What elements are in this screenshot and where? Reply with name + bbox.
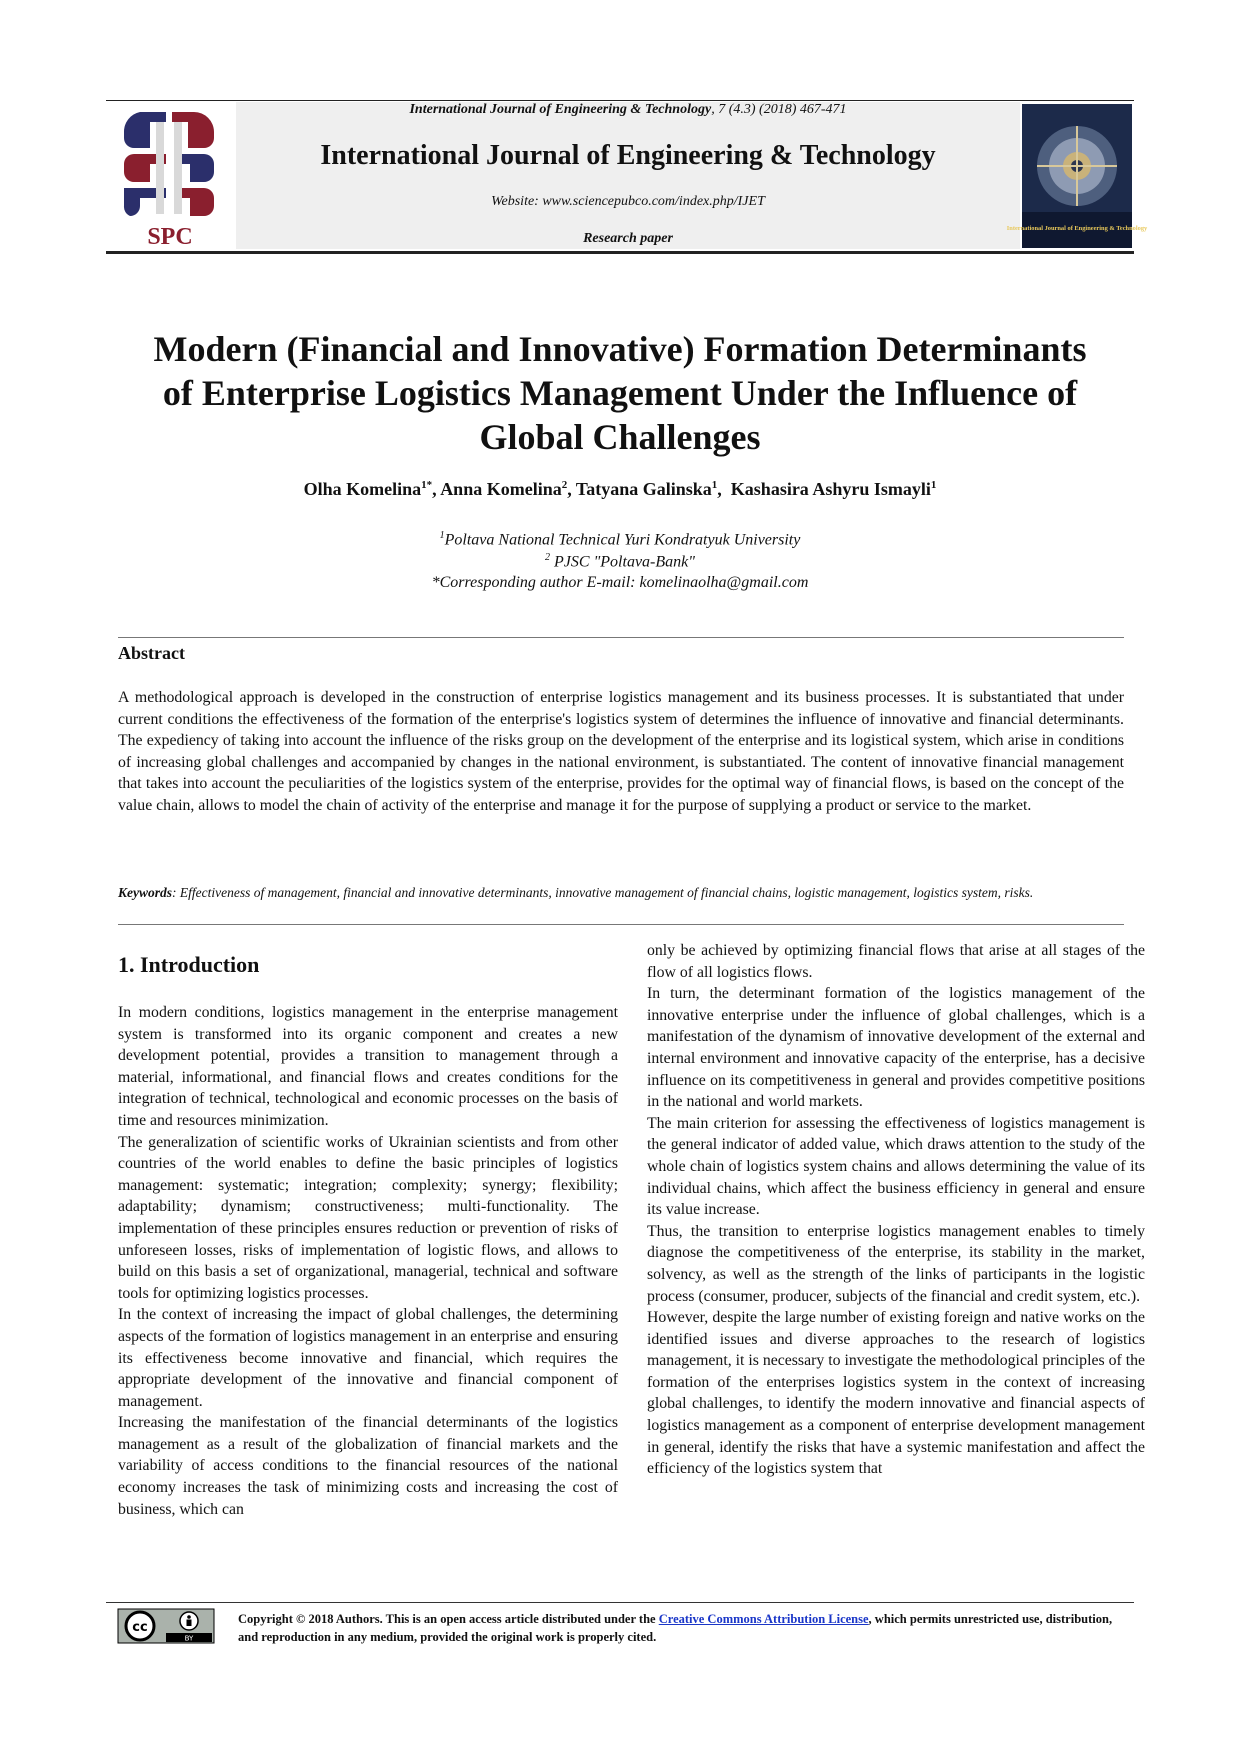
paragraph: Increasing the manifestation of the financial determinants of the logistics management as a result of the globalization of financial markets and the variability of access conditions to the financial resources of the national economy increases the task of minimizing costs and increasing the cost of business, which can	[118, 1414, 618, 1518]
journal-cover	[1006, 104, 1148, 248]
paragraph: only be achieved by optimizing financial flows that arise at all stages of the flow of all logistics flows.	[647, 942, 1145, 981]
paragraph: The main criterion for assessing the effectiveness of logistics management is the general indicator of added value, which draws attention to the study of the whole chain of logistics system chains and allows determining the value of its individual chains, which affect the business efficiency in general and ensure its value increase.	[647, 1114, 1145, 1219]
author-name: Tatyana Galinska	[575, 479, 712, 499]
journal-citation: International Journal of Engineering & Technology, 7 (4.3) (2018) 467-471	[409, 102, 847, 117]
author-name: Anna Komelina	[440, 479, 562, 499]
paragraph: Thus, the transition to enterprise logistics management enables to timely diagnose the competitiveness of the enterprise, its stability in the market, solvency, as well as the strength of the links of participants in the logistic process (consumer, producer, subjects of the financial and credit system, etc.).	[647, 1222, 1145, 1305]
paragraph: In the context of increasing the impact of global challenges, the determining aspects of the formation of logistics management in an enterprise and ensuring its effectiveness become innovative and financial, which requires the appropriate development of the innovative and financial component of management.	[118, 1306, 618, 1410]
cc-by-badge[interactable]	[118, 1609, 214, 1643]
author-affiliation-mark: 1*	[421, 479, 433, 491]
abstract-top-rule	[118, 637, 1124, 638]
keywords-text: : Effectiveness of management, financial and innovative determinants, innovative management of financial chains, logistic management, logistics system, risks.	[172, 885, 1034, 900]
author-affiliation-mark: 1	[930, 479, 937, 491]
title-line-1: Modern (Financial and Innovative) Formation Determinants	[153, 329, 1087, 369]
svg-text:cc: cc	[132, 1620, 148, 1635]
header-top-rule	[106, 100, 1134, 101]
author-affiliation-mark: 1	[711, 479, 718, 491]
title-line-3: Global Challenges	[479, 417, 761, 457]
header-bottom-rule	[106, 251, 1134, 254]
affiliation-1: $^1$Poltava National Technical Yuri Kondratyuk University	[439, 530, 801, 549]
paragraph: In turn, the determinant formation of the logistics management of the innovative enterprise under the influence of global challenges, which is a manifestation of the dynamism of innovative development of the external and internal environment and innovative capacity of the enterprise, has a decisive influence on its competitiveness in general and provides competitive positions in the national and world markets.	[647, 985, 1145, 1111]
abstract-text: A methodological approach is developed in the construction of enterprise logistics management and its business processes. It is substantiated that under current conditions the effectiveness of the formation of the enterprise's logistics system of determines the influence of innovative and financial determinants. The expediency of taking into account the influence of the risks group on the development of the enterprise and its logistical system, which arise in conditions of increasing global challenges and accompanied by changes in the national environment, is substantiated. The content of innovative financial management that takes into account the peculiarities of the logistics system of the enterprise, provides for the optimal way of financial flows, is based on the concept of the value chain, allows to model the chain of activity of the enterprise and manage it for the purpose of supplying a product or service to the market.	[118, 689, 1124, 814]
journal-cover-image	[1006, 104, 1148, 248]
copyright-notice: Copyright © 2018 Authors. This is an open access article distributed under the Creative Commons Attribution License, which permits unrestricted use, distribution, and reproduction in any medium, provided the original work is properly cited.	[238, 1612, 1113, 1644]
spc-logo-icon	[110, 104, 230, 248]
author-name: Kashasira Ashyru Ismayli	[730, 479, 931, 499]
left-column	[118, 1002, 618, 1520]
journal-name: International Journal of Engineering & Technology	[320, 140, 936, 171]
header-banner	[236, 102, 1020, 249]
keywords	[118, 884, 1124, 902]
corresponding-author: *Corresponding author E-mail: komelinaolha@gmail.com	[431, 574, 809, 591]
paragraph: However, despite the large number of existing foreign and native works on the identified issues and diverse approaches to the research of logistics management, it is necessary to investigate the methodological principles of the formation of the enterprises logistics system in the context of increasing global challenges, to identify the modern innovative and financial aspects of logistics management as a component of enterprise development management in general, identify the risks that have a systemic manifestation and affect the efficiency of the logistics system that	[647, 1309, 1145, 1478]
abstract-heading: Abstract	[118, 643, 185, 663]
author-affiliation-mark: 2	[561, 479, 568, 491]
cc-by-icon	[118, 1609, 214, 1643]
svg-text:International Journal of Engin: International Journal of Engineering & Technology	[1006, 225, 1148, 232]
author-list: Olha Komelina$^{1*}$, Anna Komelina$^2$, Tatyana Galinska$^1$, Kashasira Ashyru Ismayli$^1$	[303, 479, 937, 499]
paper-title	[110, 327, 1130, 459]
license-link[interactable]: Creative Commons Attribution License	[658, 1612, 869, 1626]
footer-rule	[106, 1602, 1134, 1603]
section-heading-introduction: 1. Introduction	[118, 952, 260, 977]
keywords-label: Keywords	[118, 885, 172, 900]
paper-type: Research paper	[583, 231, 673, 246]
abstract-bottom-rule	[118, 924, 1124, 925]
right-column	[647, 940, 1145, 1480]
journal-website[interactable]: Website: www.sciencepubco.com/index.php/IJET	[491, 194, 765, 209]
paragraph: In modern conditions, logistics management in the enterprise management system is transformed into its organic component and creates a new development potential, provides a transition to management through a material, informational, and financial flows and creates conditions for the integration of technical, technological and economic processes on the basis of time and resources minimization.	[118, 1004, 618, 1129]
author-name: Olha Komelina	[303, 479, 422, 499]
spc-logo	[110, 104, 230, 248]
affiliation-2: $^2$ PJSC "Poltava-Bank"	[545, 552, 695, 571]
paragraph: The generalization of scientific works of Ukrainian scientists and from other countries of the world enables to define the basic principles of logistics management: systematic; integration; complexity; synergy; flexibility; adaptability; dynamism; constructiveness; multi-functionality. The implementation of these principles ensures reduction or prevention of risks of unforeseen losses, risks of implementation of logistic flows, and allows to build on this basis a set of organizational, managerial, technical and software tools for optimizing logistics processes.	[118, 1133, 618, 1302]
svg-text:SPC: SPC	[147, 224, 193, 250]
svg-text:BY: BY	[184, 1634, 194, 1643]
title-line-2: of Enterprise Logistics Management Under the Influence of	[162, 373, 1078, 413]
